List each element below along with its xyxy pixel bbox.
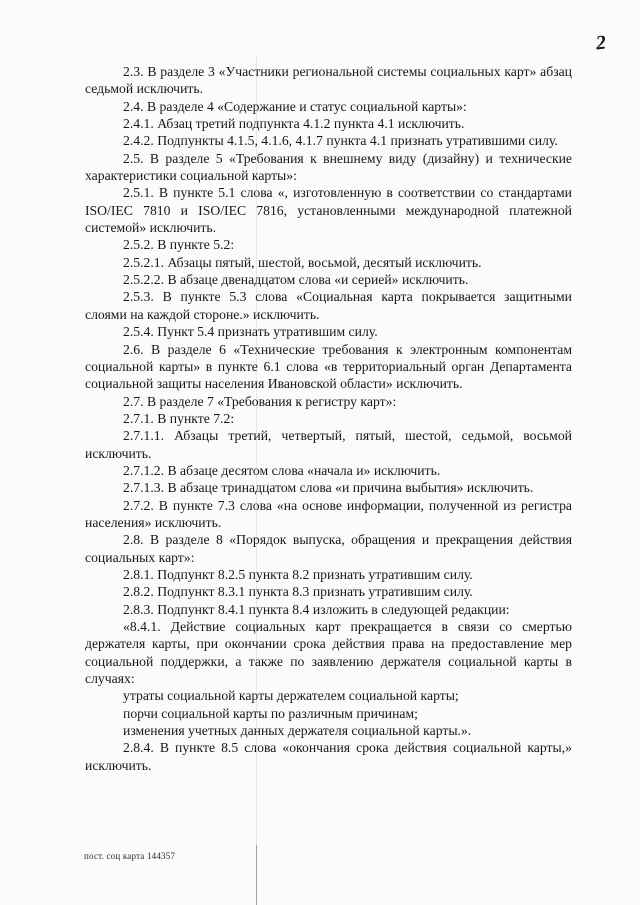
paragraph: 2.7.1.1. Абзацы третий, четвертый, пятый, шестой, седьмой, восьмой исключить. (85, 428, 572, 461)
paragraph: 2.4.2. Подпункты 4.1.5, 4.1.6, 4.1.7 пункта 4.1 признать утратившими силу. (123, 133, 558, 149)
paragraph: 2.7.1. В пункте 7.2: (123, 410, 235, 426)
paragraph: 2.5.4. Пункт 5.4 признать утратившим силу. (123, 324, 378, 340)
paragraph: 2.8. В разделе 8 «Порядок выпуска, обращения и прекращения действия социальных карт»: (85, 532, 572, 565)
paragraph: 2.8.3. Подпункт 8.4.1 пункта 8.4 изложить в следующей редакции: (123, 601, 510, 617)
paragraph: 2.8.2. Подпункт 8.3.1 пункта 8.3 признать утратившим силу. (123, 584, 473, 600)
scan-crease-line (256, 55, 257, 845)
paragraph: 2.7. В разделе 7 «Требования к регистру карт»: (123, 393, 397, 409)
paragraph: 2.5.1. В пункте 5.1 слова «, изготовленную в соответствии со стандартами ISO/IEC 7810 и ISO/IEC 7816, установленными международной платежной системой» исключить. (85, 185, 572, 236)
paragraph: 2.3. В разделе 3 «Участники региональной системы социальных карт» абзац седьмой исключить. (85, 64, 572, 97)
paragraph: «8.4.1. Действие социальных карт прекращается в связи со смертью держателя карты, при окончании срока действия права на предоставление мер социальной поддержки, а также по заявлению держателя социальной карты в случаях: (85, 619, 572, 687)
paragraph: 2.7.1.3. В абзаце тринадцатом слова «и причина выбытия» исключить. (123, 480, 534, 496)
paragraph: 2.4.1. Абзац третий подпункта 4.1.2 пункта 4.1 исключить. (123, 116, 465, 132)
paragraph: 2.5. В разделе 5 «Требования к внешнему виду (дизайну) и технические характеристики социальной карты»: (85, 150, 572, 184)
paragraph: порчи социальной карты по различным причинам; (123, 705, 418, 721)
paragraph: изменения учетных данных держателя социальной карты.». (123, 723, 472, 739)
paragraph: 2.5.3. В пункте 5.3 слова «Социальная карта покрывается защитными слоями на каждой стороне.» исключить. (85, 289, 572, 322)
paragraph: 2.6. В разделе 6 «Технические требования к электронным компонентам социальной карты» в пункте 6.1 слова «в территориальный орган Департамента социальной защиты населения Ивановской области» исключить. (85, 341, 572, 392)
paragraph: 2.5.2.1. Абзацы пятый, шестой, восьмой, десятый исключить. (123, 254, 482, 270)
scan-crease-line-bottom (256, 845, 257, 905)
footer-note: пост. соц карта 144357 (84, 851, 176, 861)
document-text (85, 63, 572, 774)
paragraph: 2.5.2. В пункте 5.2: (123, 237, 235, 253)
paragraph: 2.7.1.2. В абзаце десятом слова «начала и» исключить. (123, 462, 441, 478)
paragraph: 2.7.2. В пункте 7.3 слова «на основе информации, полученной из регистра населения» исключить. (85, 497, 572, 530)
paragraph: утраты социальной карты держателем социальной карты; (123, 688, 459, 704)
page-number: 2 (594, 31, 608, 55)
paragraph: 2.5.2.2. В абзаце двенадцатом слова «и серией» исключить. (123, 272, 469, 288)
paragraph: 2.8.4. В пункте 8.5 слова «окончания срока действия социальной карты,» исключить. (85, 740, 572, 773)
paragraph: 2.4. В разделе 4 «Содержание и статус социальной карты»: (123, 98, 467, 114)
paragraph: 2.8.1. Подпункт 8.2.5 пункта 8.2 признать утратившим силу. (123, 566, 473, 582)
